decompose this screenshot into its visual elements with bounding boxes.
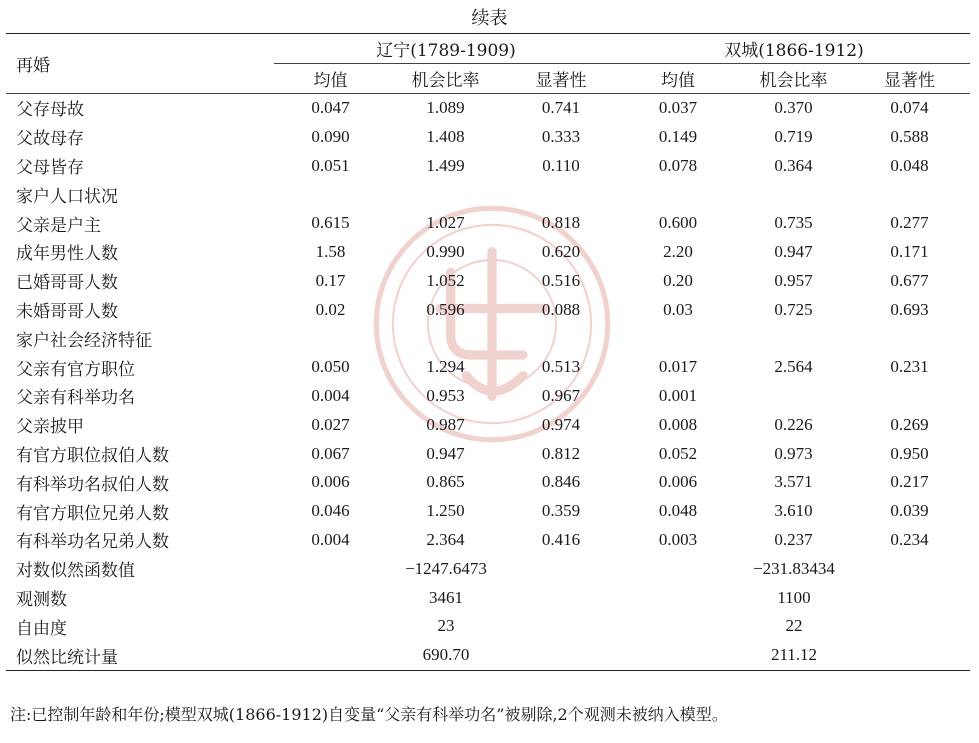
- summary-row: [6, 612, 970, 641]
- table-cell: 0.217: [890, 472, 929, 492]
- table-cell: 0.865: [426, 472, 465, 492]
- table-row: [6, 382, 970, 411]
- table-cell: [738, 324, 849, 353]
- table-cell: 0.596: [426, 299, 465, 319]
- summary-value-liaoning: −1247.6473: [405, 558, 487, 578]
- summary-label: 似然比统计量: [6, 641, 274, 670]
- table-cell: 0.974: [541, 414, 581, 434]
- table-cell: 2.564: [774, 357, 813, 377]
- table-row: [6, 439, 970, 468]
- table-cell: 0.269: [890, 414, 929, 434]
- table-cell: [387, 324, 504, 353]
- table-cell: 0.237: [774, 529, 813, 549]
- table-row: [6, 238, 970, 267]
- table-row: [6, 151, 970, 180]
- row-label: 父亲披甲: [16, 417, 84, 438]
- table-cell: [387, 180, 504, 209]
- row-label: 父故母存: [16, 129, 84, 150]
- table-cell: 0.047: [311, 97, 350, 117]
- table-cell: 0.048: [890, 155, 929, 175]
- row-label: 有科举功名兄弟人数: [16, 532, 169, 553]
- table-cell: 1.499: [426, 155, 465, 175]
- table-cell: 0.231: [890, 357, 929, 377]
- table-row: [6, 324, 970, 353]
- table-cell: 0.17: [315, 270, 346, 290]
- table-cell: 0.693: [890, 299, 929, 319]
- table-cell: 0.017: [658, 357, 698, 377]
- column-header-mean: 均值: [618, 63, 738, 93]
- table-row: [6, 410, 970, 439]
- table-cell: 0.001: [658, 385, 698, 405]
- table-cell: [738, 180, 849, 209]
- summary-value-shuangcheng: −231.83434: [753, 558, 835, 578]
- table-note: 注:已控制年龄和年份;模型双城(1866-1912)自变量“父亲有科举功名”被剔除,2个观测未被纳入模型。: [10, 705, 728, 724]
- table-cell: 1.58: [315, 241, 346, 261]
- table-cell: [849, 180, 970, 209]
- table-cell: 0.050: [311, 357, 350, 377]
- table-cell: 0.006: [658, 472, 698, 492]
- table-cell: [504, 324, 618, 353]
- table-cell: 0.719: [774, 126, 813, 146]
- table-cell: 0.046: [311, 501, 350, 521]
- table-cell: 2.364: [426, 529, 465, 549]
- table-cell: 1.089: [426, 97, 465, 117]
- row-label: 父存母故: [16, 100, 84, 121]
- summary-row: [6, 583, 970, 612]
- table-cell: 0.090: [311, 126, 350, 146]
- column-header-mean: 均值: [274, 63, 387, 93]
- table-cell: 0.973: [774, 443, 813, 463]
- table-cell: 0.048: [658, 501, 698, 521]
- table-cell: 0.725: [774, 299, 813, 319]
- summary-row: [6, 554, 970, 583]
- row-label: 家户人口状况: [16, 186, 118, 207]
- summary-value-liaoning: 23: [437, 616, 455, 636]
- table-cell: 0.615: [311, 213, 350, 233]
- table-cell: 0.03: [663, 299, 693, 319]
- table-cell: 0.957: [774, 270, 813, 290]
- table-cell: 0.947: [774, 241, 813, 261]
- table-cell: 1.250: [426, 501, 465, 521]
- table-cell: [618, 324, 738, 353]
- table-cell: 0.004: [311, 385, 350, 405]
- table-row: [6, 93, 970, 122]
- table-cell: 0.677: [890, 270, 929, 290]
- group-header-liaoning: 辽宁(1789-1909): [274, 34, 618, 64]
- table-cell: 0.516: [541, 270, 581, 290]
- table-cell: [274, 180, 387, 209]
- table-cell: 0.950: [890, 443, 929, 463]
- column-header-significance: 显著性: [849, 63, 970, 93]
- table-cell: 0.039: [890, 501, 929, 521]
- row-label: 已婚哥哥人数: [16, 273, 118, 294]
- table-cell: 0.359: [541, 501, 581, 521]
- table-cell: 0.052: [658, 443, 698, 463]
- row-label: 有官方职位兄弟人数: [16, 503, 169, 524]
- table-cell: 0.20: [663, 270, 693, 290]
- table-cell: 0.171: [890, 241, 929, 261]
- summary-value-shuangcheng: 22: [785, 616, 803, 636]
- table-cell: 0.947: [426, 443, 465, 463]
- table-cell: [849, 382, 970, 411]
- table-row: [6, 122, 970, 151]
- table-row: [6, 353, 970, 382]
- row-label: 有官方职位叔伯人数: [16, 446, 169, 467]
- table-cell: 3.571: [774, 472, 813, 492]
- table-row: [6, 209, 970, 238]
- table-cell: 0.149: [658, 126, 698, 146]
- summary-row: [6, 641, 970, 670]
- table-cell: 0.051: [311, 155, 350, 175]
- table-cell: 0.370: [774, 97, 813, 117]
- table-row: [6, 266, 970, 295]
- table-cell: [738, 382, 849, 411]
- table-body: [6, 93, 970, 554]
- table-cell: 0.027: [311, 414, 350, 434]
- table-cell: 1.052: [426, 270, 465, 290]
- table-cell: 0.416: [541, 529, 581, 549]
- table-cell: 0.741: [541, 97, 581, 117]
- row-label: 父亲有科举功名: [16, 388, 135, 409]
- column-header-significance: 显著性: [504, 63, 618, 93]
- table-cell: 0.078: [658, 155, 698, 175]
- group-header-row: [6, 34, 970, 64]
- column-header-odds-ratio: 机会比率: [387, 63, 504, 93]
- summary-value-liaoning: 690.70: [274, 641, 618, 670]
- table-cell: [618, 180, 738, 209]
- table-cell: 0.588: [890, 126, 929, 146]
- table-cell: 0.812: [541, 443, 581, 463]
- group-header-shuangcheng: 双城(1866-1912): [618, 34, 970, 64]
- table-cell: 0.008: [658, 414, 698, 434]
- table-cell: 0.620: [541, 241, 581, 261]
- summary-value-shuangcheng: 211.12: [618, 641, 970, 670]
- table-cell: 0.990: [426, 241, 465, 261]
- table-cell: [849, 324, 970, 353]
- table-cell: 1.408: [426, 126, 465, 146]
- table-title: 续表: [471, 8, 508, 29]
- table-cell: 0.004: [311, 529, 350, 549]
- table-cell: 0.037: [658, 97, 698, 117]
- table-cell: 0.818: [541, 213, 581, 233]
- table-cell: 3.610: [774, 501, 813, 521]
- row-label: 父母皆存: [16, 158, 84, 179]
- table-cell: 0.074: [890, 97, 929, 117]
- table-cell: 0.003: [658, 529, 698, 549]
- row-label: 成年男性人数: [16, 244, 118, 265]
- summary-value-liaoning: 3461: [429, 587, 463, 607]
- column-header-odds-ratio: 机会比率: [738, 63, 849, 93]
- table-cell: 0.234: [890, 529, 929, 549]
- table-cell: 0.067: [311, 443, 350, 463]
- statistics-table: [6, 33, 970, 671]
- table-row: [6, 468, 970, 497]
- table-row: [6, 526, 970, 555]
- table-cell: 0.226: [774, 414, 813, 434]
- table-cell: 0.600: [658, 213, 698, 233]
- table-cell: 0.110: [542, 155, 580, 175]
- row-label: 有科举功名叔伯人数: [16, 474, 169, 495]
- table-row: [6, 497, 970, 526]
- table-cell: 0.02: [315, 299, 346, 319]
- table-cell: 0.006: [311, 472, 350, 492]
- row-label: 父亲是户主: [16, 215, 101, 236]
- table-summary: [6, 554, 970, 670]
- row-label: 未婚哥哥人数: [16, 302, 118, 323]
- table-cell: 0.967: [541, 385, 581, 405]
- table-cell: 1.294: [426, 357, 465, 377]
- row-label-header: 再婚: [6, 34, 274, 94]
- table-cell: 0.846: [541, 472, 581, 492]
- table-row: [6, 295, 970, 324]
- table-row: [6, 180, 970, 209]
- table-cell: 0.513: [541, 357, 581, 377]
- table-cell: 0.953: [426, 385, 465, 405]
- table-cell: [504, 180, 618, 209]
- table-cell: 0.987: [426, 414, 465, 434]
- table-cell: 0.735: [774, 213, 813, 233]
- summary-label: 自由度: [16, 618, 67, 639]
- table-cell: 1.027: [426, 213, 465, 233]
- table-cell: 2.20: [663, 241, 693, 261]
- table-cell: [274, 324, 387, 353]
- summary-value-shuangcheng: 1100: [777, 587, 811, 607]
- table-cell: 0.088: [541, 299, 581, 319]
- row-label: 父亲有官方职位: [16, 359, 135, 380]
- table-cell: 0.333: [541, 126, 581, 146]
- summary-label: 对数似然函数值: [16, 561, 135, 582]
- summary-label: 观测数: [16, 590, 67, 611]
- row-label: 家户社会经济特征: [16, 330, 152, 351]
- table-cell: 0.277: [890, 213, 929, 233]
- table-cell: 0.364: [774, 155, 813, 175]
